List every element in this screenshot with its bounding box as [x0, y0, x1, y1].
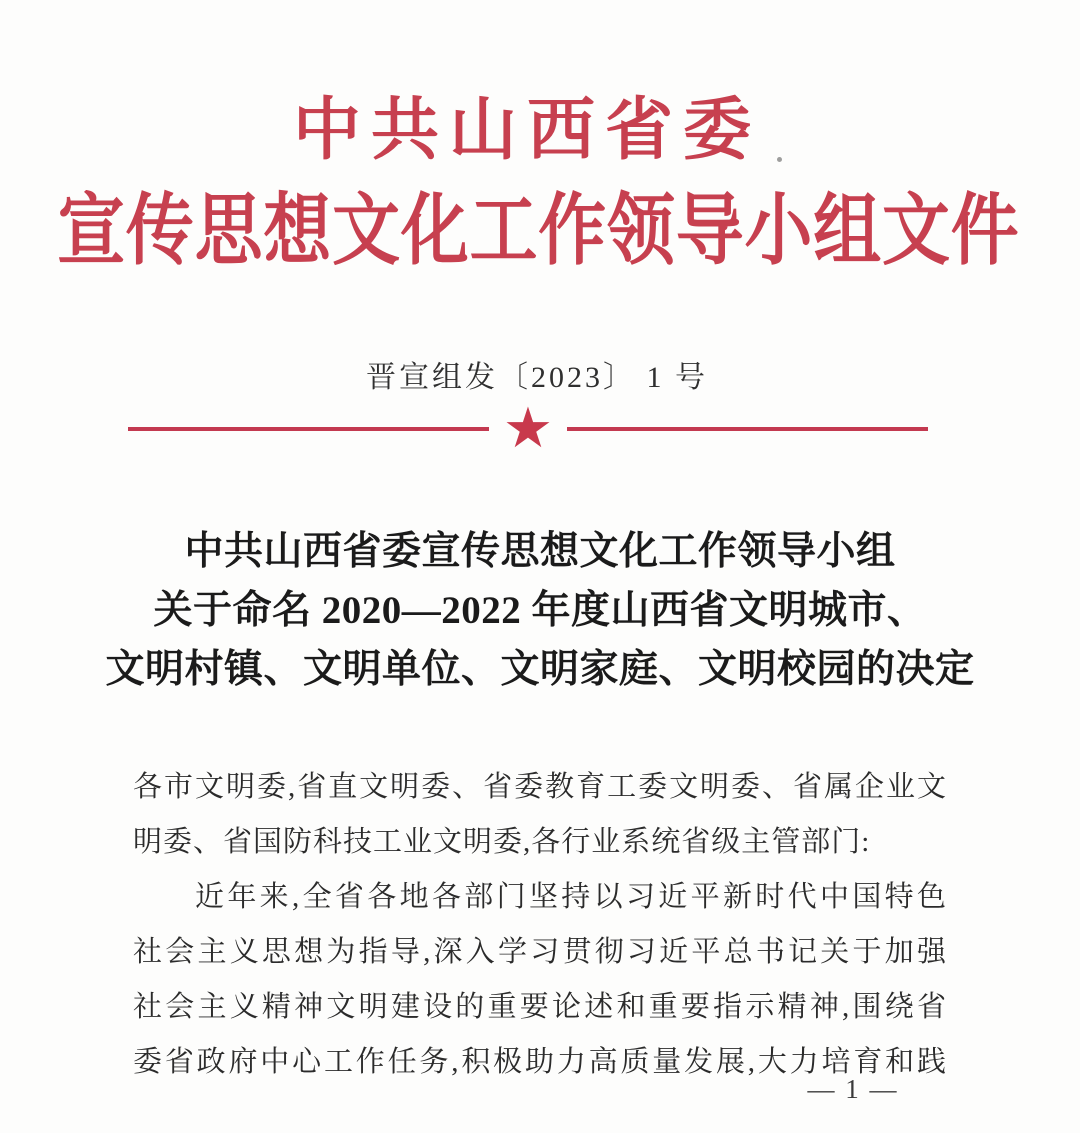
paragraph-line-4: 委省政府中心工作任务,积极助力高质量发展,大力培育和践: [133, 1046, 947, 1078]
title-line-2: 关于命名 2020—2022 年度山西省文明城市、: [153, 589, 927, 632]
paragraph-line-1: 近年来,全省各地各部门坚持以习近平新时代中国特色: [195, 881, 947, 913]
document-body: [133, 760, 947, 1090]
paragraph-line-2: 社会主义思想为指导,深入学习贯彻习近平总书记关于加强: [133, 936, 947, 968]
scan-artifact-dot: [777, 157, 782, 162]
addressee-line-1: 各市文明委,省直文明委、省委教育工委文明委、省属企业文: [133, 771, 947, 803]
document-number: 晋宣组发〔2023〕 1 号: [366, 361, 708, 394]
title-line-1: 中共山西省委宣传思想文化工作领导小组: [184, 530, 896, 573]
document-title: [0, 522, 1080, 699]
letterhead-org-name: 中共山西省委: [292, 92, 761, 168]
red-star-icon: ★: [502, 398, 554, 460]
title-line-3: 文明村镇、文明单位、文明家庭、文明校园的决定: [105, 648, 975, 691]
letterhead-document-type: 宣传思想文化工作领导小组文件: [57, 187, 1020, 274]
addressee-line-2: 明委、省国防科技工业文明委,各行业系统省级主管部门:: [133, 826, 871, 858]
paragraph-line-3: 社会主义精神文明建设的重要论述和重要指示精神,围绕省: [133, 991, 947, 1023]
divider-line-left: [128, 427, 489, 431]
red-divider-rule: [128, 398, 928, 460]
page-number: — 1 —: [807, 1074, 899, 1104]
divider-line-right: [567, 427, 928, 431]
